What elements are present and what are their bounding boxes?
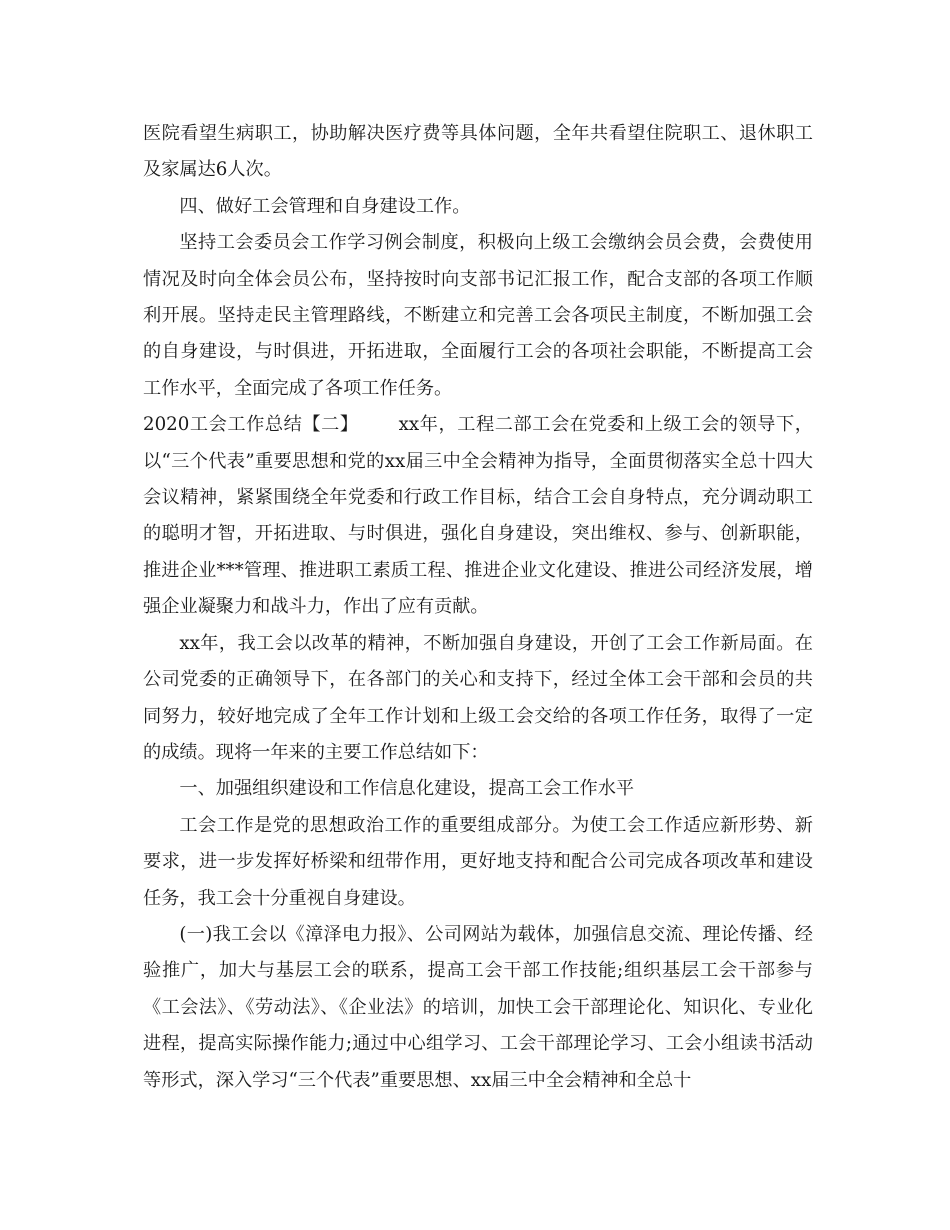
section-2-text: xx年，工程二部工会在党委和上级工会的领导下，以“三个代表”重要思想和党的xx届三中全会精神为指导，全面贯彻落实全总十四大会议精神，紧紧围绕全年党委和行政工作目标，结合工会自身特点，充分调动职工的聪明才智，开拓进取、与时俱进，强化自身建设，突出维权、参与、创新职能，推进企业***管理、推进职工素质工程、推进企业文化建设、推进公司经济发展，增强企业凝聚力和战斗力，作出了应有贡献。	[143, 414, 813, 618]
paragraph-8: (一)我工会以《漳泽电力报》、公司网站为载体，加强信息交流、理论传播、经验推广，加大与基层工会的联系，提高工会干部工作技能;组织基层工会干部参与《工会法》、《劳动法》、《企业法》的培训，加快工会干部理论化、知识化、专业化进程，提高实际操作能力;通过中心组学习、工会干部理论学习、工会小组读书活动等形式，深入学习“三个代表”重要思想、xx届三中全会精神和全总十	[143, 923, 813, 1091]
section-heading-1: 一、加强组织建设和工作信息化建设，提高工会工作水平	[179, 778, 635, 800]
section-2-heading: 2020工会工作总结【二】	[143, 414, 359, 436]
document-body	[143, 116, 813, 1099]
section-heading-4: 四、做好工会管理和自身建设工作。	[179, 195, 471, 217]
paragraph-7: 工会工作是党的思想政治工作的重要组成部分。为使工会工作适应新形势、新要求，进一步发挥好桥梁和纽带作用，更好地支持和配合公司完成各项改革和建设任务，我工会十分重视自身建设。	[143, 814, 813, 909]
paragraph-3: 坚持工会委员会工作学习例会制度，积极向上级工会缴纳会员会费，会费使用情况及时向全体会员公布，坚持按时向支部书记汇报工作，配合支部的各项工作顺利开展。坚持走民主管理路线，不断建立和完善工会各项民主制度，不断加强工会的自身建设，与时俱进，开拓进取，全面履行工会的各项社会职能，不断提高工会工作水平，全面完成了各项工作任务。	[143, 232, 813, 399]
paragraph-1: 医院看望生病职工，协助解决医疗费等具体问题，全年共看望住院职工、退休职工及家属达6人次。	[143, 123, 813, 181]
section-2-paragraph	[143, 407, 813, 625]
paragraph-5: xx年，我工会以改革的精神，不断加强自身建设，开创了工会工作新局面。在公司党委的正确领导下，在各部门的关心和支持下，经过全体工会干部和会员的共同努力，较好地完成了全年工作计划和上级工会交给的各项工作任务，取得了一定的成绩。现将一年来的主要工作总结如下：	[143, 632, 813, 763]
